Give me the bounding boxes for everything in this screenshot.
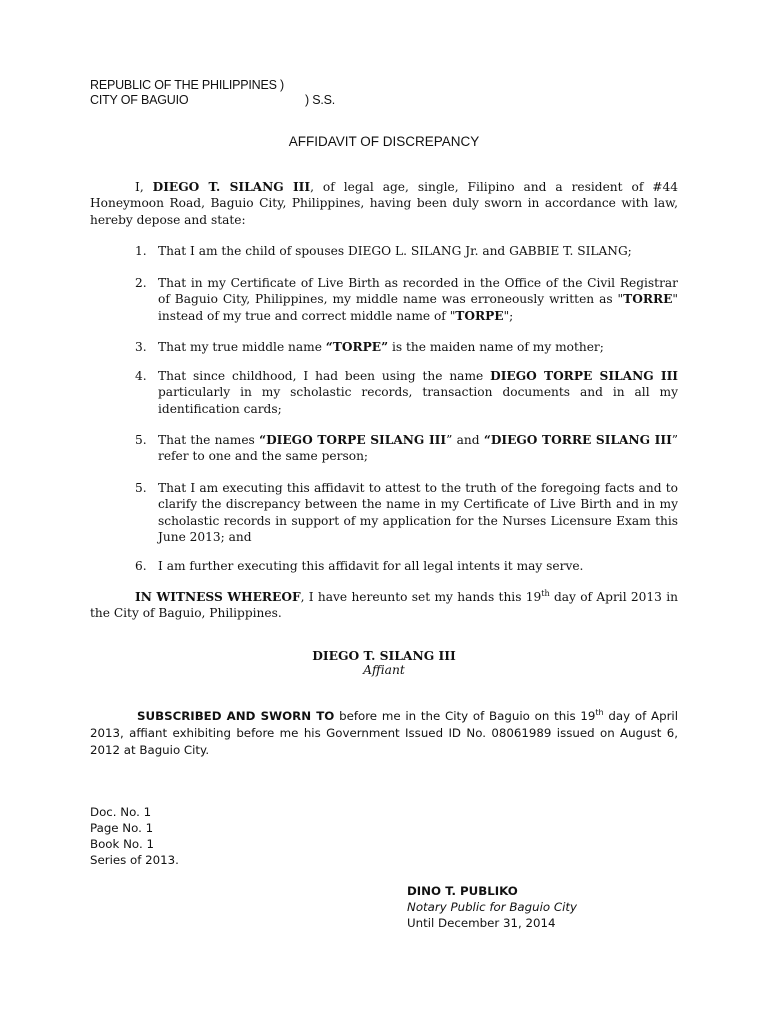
list-item-5: [135, 432, 678, 465]
list-item-2: [135, 275, 678, 324]
item-text: That my true middle name “TORPE” is the maiden name of my mother;: [158, 340, 604, 354]
bold-full-name: DIEGO TORPE SILANG III: [490, 369, 679, 383]
jurat-paragraph: SUBSCRIBED AND SWORN TO before me in the City of Baguio on this 19th day of April 2013, affiant exhibiting before me his Government Issued ID No. 08061989 issued on August 6, 2012 at Baguio City.: [90, 708, 678, 757]
header-ss: ) S.S.: [305, 93, 336, 107]
book-number: Book No. 1: [90, 837, 154, 851]
header-city: [90, 93, 336, 107]
item-number: 3.: [135, 340, 147, 354]
bold-name-torpe: TORPE: [455, 308, 504, 323]
page-number: Page No. 1: [90, 821, 154, 835]
intro-text-2: , of legal age, single, Filipino and a resident of #44 Honeymoon Road, Baguio City, Philippines, having been duly sworn in accordance with law, hereby depose and state:: [90, 180, 679, 227]
bold-name-2: “DIEGO TORRE SILANG III: [483, 433, 672, 447]
intro-paragraph: [90, 179, 678, 228]
item-text: That I am the child of spouses DIEGO L. SILANG Jr. and GABBIE T. SILANG;: [158, 244, 632, 258]
item-text: That in my Certificate of Live Birth as recorded in the Office of the Civil Registrar of Baguio City, Philippines, my middle name was erroneously written as "TORRE" instead of my true and correct middle name of "TORPE";: [158, 276, 678, 323]
header-republic: REPUBLIC OF THE PHILIPPINES ): [90, 78, 285, 92]
item-number: 4.: [135, 369, 147, 383]
item-number: 5.: [135, 481, 147, 495]
notary-title: Notary Public for Baguio City: [407, 900, 577, 914]
series-year: Series of 2013.: [90, 853, 179, 867]
bold-torpe: “TORPE”: [325, 340, 389, 354]
item-text: That the names “DIEGO TORPE SILANG III” and “DIEGO TORRE SILANG III” refer to one and the same person;: [158, 433, 678, 464]
witness-bold: IN WITNESS WHEREOF: [135, 590, 301, 604]
item-text: That I am executing this affidavit to attest to the truth of the foregoing facts and to clarify the discrepancy between the name in my Certificate of Live Birth and in my scholastic records in support of my application for the Nurses Licensure Exam this June 2013; and: [158, 481, 678, 544]
list-item-3: [135, 339, 678, 355]
document-title: AFFIDAVIT OF DISCREPANCY: [288, 134, 480, 149]
item-number: 6.: [135, 559, 147, 573]
affiant-name: DIEGO T. SILANG III: [312, 648, 456, 663]
notary-name: DINO T. PUBLIKO: [407, 884, 518, 898]
witness-paragraph: IN WITNESS WHEREOF, I have hereunto set my hands this 19th day of April 2013 in the City of Baguio, Philippines.: [90, 588, 678, 621]
item-text: I am further executing this affidavit for all legal intents it may serve.: [158, 559, 584, 573]
list-item-6: [135, 480, 678, 545]
notary-commission: Until December 31, 2014: [407, 916, 556, 930]
intro-affiant-name: DIEGO T. SILANG III: [152, 180, 311, 194]
item-text: That since childhood, I had been using the name DIEGO TORPE SILANG III particularly in my scholastic records, transaction documents and in all my identification cards;: [158, 369, 679, 416]
item-number: 1.: [135, 244, 147, 258]
intro-text-1: I,: [135, 180, 153, 194]
list-item-1: [135, 243, 678, 259]
list-item-4: [135, 368, 678, 417]
bold-name-1: “DIEGO TORPE SILANG III: [259, 433, 447, 447]
doc-number: Doc. No. 1: [90, 805, 152, 819]
list-item-7: [135, 558, 678, 574]
jurat-bold: SUBSCRIBED AND SWORN TO: [137, 709, 335, 723]
affiant-label: Affiant: [363, 663, 405, 677]
header-city-label: CITY OF BAGUIO: [90, 93, 189, 107]
item-number: 5.: [135, 433, 147, 447]
bold-name-torre: TORRE: [623, 292, 673, 307]
item-number: 2.: [135, 276, 147, 290]
